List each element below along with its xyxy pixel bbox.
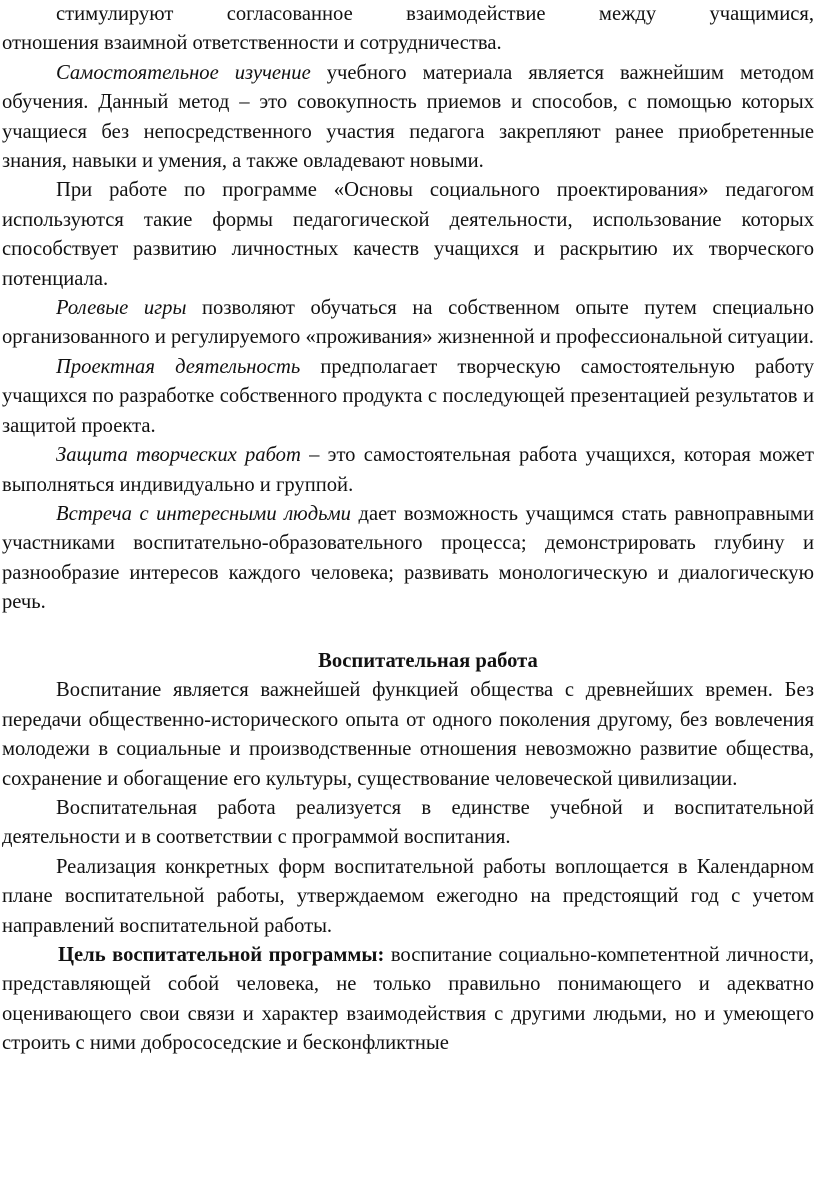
paragraph-project-activity (2, 353, 814, 441)
paragraph-meetings (2, 500, 814, 618)
paragraph-calendar-plan-text: Реализация конкретных форм воспитательной работы воплощается в Календарном плане воспитательной работы, утверждаемом ежегодно на предстоящий год с учетом направлений воспитательной работы. (2, 855, 814, 937)
term-role-games: Ролевые игры (56, 297, 187, 320)
paragraph-program-forms-text: При работе по программе «Основы социального проектирования» педагогом используются такие формы педагогической деятельности, использование которых способствует развитию личностных качеств учащихся и раскрытию их творческого потенциала. (2, 179, 814, 290)
paragraph-program-goal-text: воспитание социально-компетентной личности, представляющей собой человека, не только правильно понимающего и адекватно оценивающего свои связи и характер взаимодействия с другими людьми, но и умеющего строить с ними добрососедские и бесконфликтные (2, 943, 815, 1055)
paragraph-self-study (2, 59, 814, 177)
paragraph-upbringing-text: Воспитание является важнейшей функцией общества с древнейших времен. Без передачи общественно-исторического опыта от одного поколения другому, без вовлечения молодежи в социальные и производственные отношения невозможно развитие общества, сохранение и обогащение его культуры, существование человеческой цивилизации. (2, 679, 814, 790)
paragraph-self-study-text: учебного материала является важнейшим методом обучения. Данный метод – это совокупность приемов и способов, с помощью которых учащиеся без непосредственного участия педагога закрепляют ранее приобретенные знания, навыки и умения, а также овладевают новыми. (2, 61, 815, 173)
term-creative-defense: Защита творческих работ (56, 444, 301, 467)
blank-line (2, 618, 814, 647)
paragraph-creative-defense (2, 441, 814, 500)
paragraph-role-games (2, 294, 814, 353)
paragraph-role-games-text: позволяют обучаться на собственном опыте путем специально организованного и регулируемого «проживания» жизненной и профессиональной ситуации. (2, 297, 814, 349)
paragraph-continuation-rest: отношения взаимной ответственности и сотрудничества. (2, 32, 502, 55)
paragraph-calendar-plan (2, 853, 814, 941)
paragraph-upbringing-unity-text: Воспитательная работа реализуется в единстве учебной и воспитательной деятельности и в соответствии с программой воспитания. (2, 796, 814, 849)
goal-label: Цель воспитательной программы: (58, 943, 385, 966)
paragraph-upbringing-unity (2, 794, 814, 853)
term-project-activity: Проектная деятельность (56, 355, 301, 378)
term-meetings: Встреча с интересными людьми (56, 502, 351, 525)
paragraph-continuation (2, 0, 814, 59)
paragraph-program-forms (2, 176, 814, 294)
paragraph-program-goal (2, 941, 814, 1059)
paragraph-upbringing (2, 676, 814, 794)
paragraph-creative-defense-text: – это самостоятельная работа учащихся, которая может выполняться индивидуально и группой. (2, 444, 814, 496)
section-heading: Воспитательная работа (318, 649, 538, 672)
paragraph-meetings-text: дает возможность учащимся стать равноправными участниками воспитательно-образовательного процесса; демонстрировать глубину и разнообразие интересов каждого человека; развивать монологическую и диалогическую речь. (2, 502, 814, 614)
paragraph-continuation-lead: стимулируют согласованное взаимодействие между учащимися, (56, 3, 814, 25)
term-self-study: Самостоятельное изучение (56, 61, 311, 84)
paragraph-project-activity-text: предполагает творческую самостоятельную работу учащихся по разработке собственного продукта с последующей презентацией результатов и защитой проекта. (2, 355, 814, 437)
